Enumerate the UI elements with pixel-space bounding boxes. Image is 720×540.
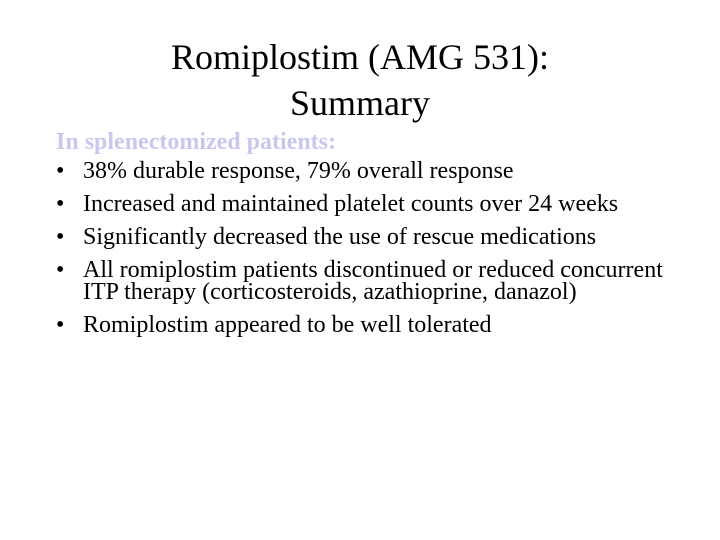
bullet-text: Significantly decreased the use of rescue medications (83, 224, 597, 250)
bullet-icon: • (56, 257, 65, 283)
bullet-icon: • (56, 224, 65, 250)
bullet-text: 38% durable response, 79% overall response (83, 158, 514, 184)
subheading: In splenectomized patients: (56, 129, 336, 155)
bullet-item (56, 160, 696, 182)
slide-content (56, 128, 696, 347)
bullet-icon: • (56, 312, 65, 338)
bullet-icon: • (56, 191, 65, 217)
bullet-item (56, 226, 696, 248)
bullet-item (56, 193, 696, 215)
bullet-text: All romiplostim patients discontinued or reduced concurrent ITP therapy (corticosteroids, azathioprine, danazol) (83, 257, 663, 305)
bullet-item (56, 259, 696, 303)
bullet-text: Increased and maintained platelet counts over 24 weeks (83, 191, 619, 217)
bullet-icon: • (56, 158, 65, 184)
bullet-list (56, 160, 696, 336)
slide-title-line-2: Summary (290, 83, 430, 123)
slide-title-line-1: Romiplostim (AMG 531): (170, 37, 550, 77)
bullet-item (56, 314, 696, 336)
slide-title (0, 34, 720, 126)
bullet-text: Romiplostim appeared to be well tolerated (83, 312, 492, 338)
